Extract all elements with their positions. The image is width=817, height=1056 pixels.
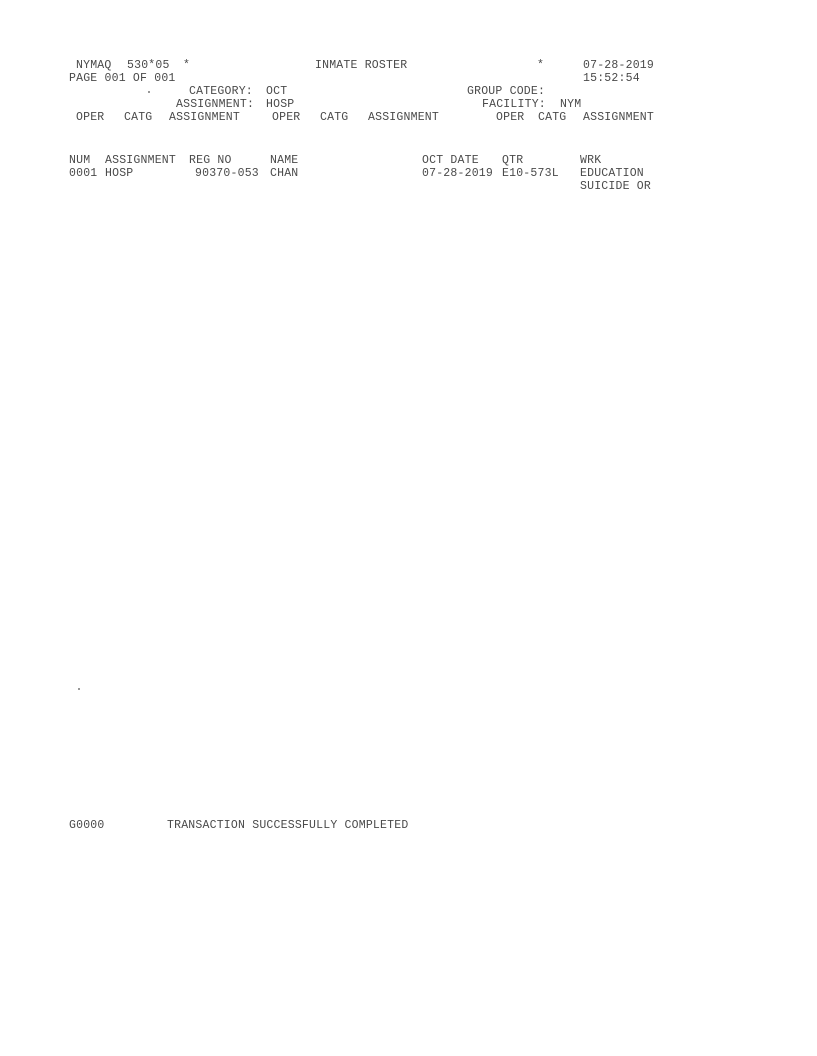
facility-label: FACILITY: [482,98,546,111]
report-time: 15:52:54 [583,72,640,85]
status-code: G0000 [69,819,105,832]
catg-header-1: CATG [124,111,153,124]
col-qtr: QTR [502,154,524,167]
oper-header-3: OPER [496,111,525,124]
row-reg-no: 90370-053 [195,167,259,180]
row-wrk-line2: SUICIDE OR [580,180,652,193]
page-indicator: PAGE 001 OF 001 [69,72,176,85]
screen-code: 530*05 [127,59,170,72]
assignment-label: ASSIGNMENT: [176,98,255,111]
row-name: CHAN [270,167,299,180]
system-id: NYMAQ [76,59,112,72]
report-title: INMATE ROSTER [315,59,408,72]
col-reg-no: REG NO [189,154,232,167]
scan-speck [78,688,80,690]
status-message: TRANSACTION SUCCESSFULLY COMPLETED [167,819,409,832]
row-num: 0001 [69,167,98,180]
header-right-marker: * [537,59,545,72]
row-oct-date: 07-28-2019 [422,167,494,180]
category-value: OCT [266,85,288,98]
col-name: NAME [270,154,299,167]
scan-speck [148,91,150,93]
oper-header-2: OPER [272,111,301,124]
catg-header-3: CATG [538,111,567,124]
col-num: NUM [69,154,91,167]
row-assignment: HOSP [105,167,134,180]
row-qtr: E10-573L [502,167,559,180]
group-code-label: GROUP CODE: [467,85,546,98]
col-oct-date: OCT DATE [422,154,479,167]
catg-header-2: CATG [320,111,349,124]
category-label: CATEGORY: [189,85,253,98]
facility-value: NYM [560,98,582,111]
assignment-header-3: ASSIGNMENT [583,111,655,124]
assignment-header-1: ASSIGNMENT [169,111,241,124]
header-left-marker: * [183,59,191,72]
col-assignment: ASSIGNMENT [105,154,177,167]
row-wrk-line1: EDUCATION [580,167,644,180]
report-date: 07-28-2019 [583,59,655,72]
oper-header-1: OPER [76,111,105,124]
assignment-header-2: ASSIGNMENT [368,111,440,124]
assignment-value: HOSP [266,98,295,111]
col-wrk: WRK [580,154,602,167]
